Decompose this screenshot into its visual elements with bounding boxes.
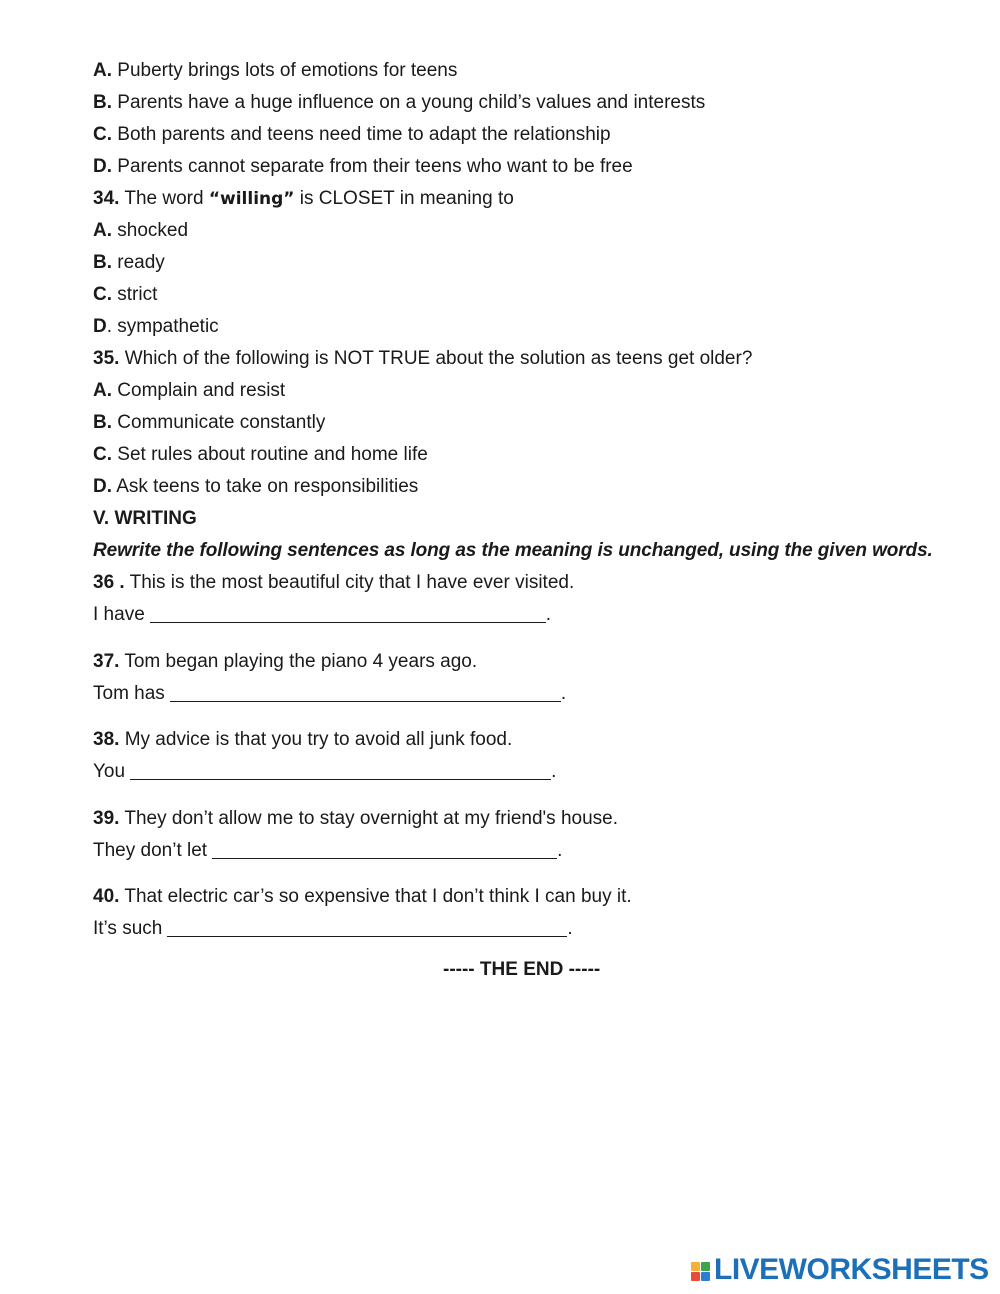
q40-sentence: 40. That electric car’s so expensive that I don’t think I can buy it.: [93, 886, 632, 907]
liveworksheets-logo-icon: [691, 1262, 710, 1281]
q37-sentence: 37. Tom began playing the piano 4 years ago.: [93, 650, 478, 672]
section-heading: V. WRITING: [93, 508, 197, 529]
q39-answer-blank[interactable]: [212, 839, 557, 859]
q36-sentence: 36 . This is the most beautiful city that I have ever visited.: [93, 572, 575, 593]
section-instruction: Rewrite the following sentences as long as the meaning is unchanged, using the given words.: [93, 540, 933, 561]
q38-answer-blank[interactable]: [130, 760, 551, 780]
q33-option-c: C. Both parents and teens need time to adapt the relationship: [93, 124, 611, 145]
liveworksheets-logo: [691, 1253, 989, 1287]
q33-option-b: B. Parents have a huge influence on a young child’s values and interests: [93, 92, 706, 113]
q38-sentence: 38. My advice is that you try to avoid all junk food.: [93, 729, 513, 750]
q34-option-c: C. strict: [93, 284, 158, 305]
q33-option-d: D. Parents cannot separate from their teens who want to be free: [93, 156, 633, 177]
q36-answer-blank[interactable]: [150, 603, 546, 623]
q35-option-d: D. Ask teens to take on responsibilities: [93, 476, 419, 497]
q34-option-a: A. shocked: [93, 220, 189, 241]
q40-answer-blank[interactable]: [167, 917, 567, 937]
q36-answer-line: I have .: [93, 604, 552, 625]
q37-answer-line: Tom has .: [93, 682, 567, 704]
q35-option-c: C. Set rules about routine and home life: [93, 444, 428, 465]
q35-option-a: A. Complain and resist: [93, 380, 286, 401]
q38-answer-line: You .: [93, 761, 557, 782]
q40-answer-line: It’s such .: [93, 918, 573, 939]
q34-option-d: D. sympathetic: [93, 316, 219, 337]
q39-answer-line: They don’t let .: [93, 839, 563, 861]
q34-option-b: B. ready: [93, 252, 165, 273]
q39-sentence: 39. They don’t allow me to stay overnight at my friend's house.: [93, 807, 619, 829]
liveworksheets-logo-text: LIVEWORKSHEETS: [714, 1253, 989, 1286]
q37-answer-blank[interactable]: [170, 682, 561, 702]
q33-option-a: A. Puberty brings lots of emotions for teens: [93, 60, 458, 81]
q34-question: 34. The word “willing” is CLOSET in meaning to: [93, 188, 514, 209]
q35-question: 35. Which of the following is NOT TRUE about the solution as teens get older?: [93, 348, 753, 369]
q35-option-b: B. Communicate constantly: [93, 412, 326, 433]
worksheet-page: [93, 55, 973, 945]
the-end-label: ----- THE END -----: [443, 959, 601, 980]
